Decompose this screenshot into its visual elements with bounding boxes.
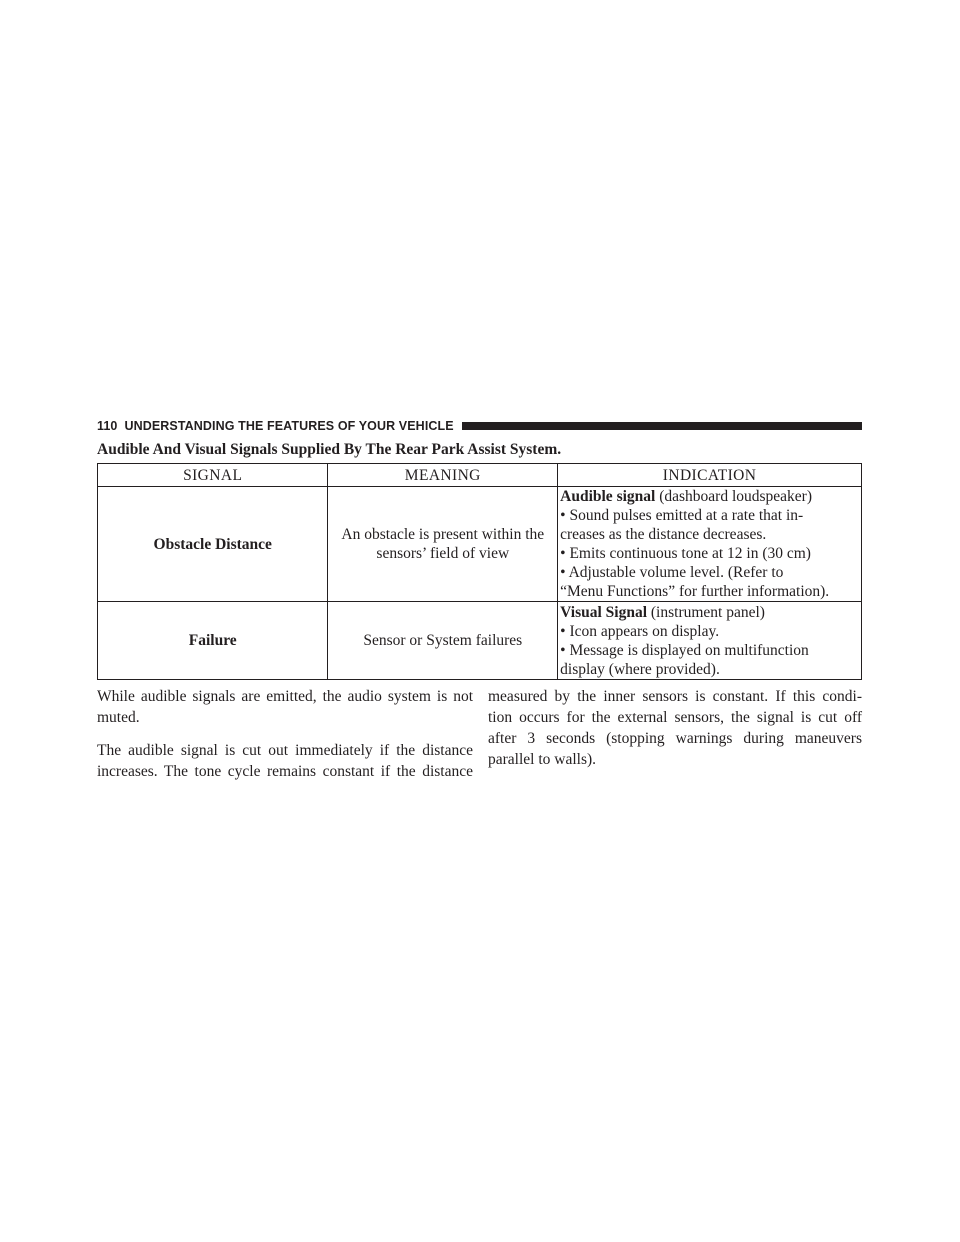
section-title: UNDERSTANDING THE FEATURES OF YOUR VEHICLE xyxy=(124,419,454,433)
signals-table xyxy=(97,463,862,680)
signal-cell: Failure xyxy=(98,602,328,680)
text-line: increases. The tone cycle remains constant if the distance xyxy=(97,763,473,780)
body-column-left xyxy=(97,686,473,794)
body-column-right xyxy=(488,686,862,782)
indication-cell xyxy=(558,487,862,602)
table-row xyxy=(98,487,862,602)
meaning-line: An obstacle is present within the xyxy=(341,526,545,543)
paragraph xyxy=(97,686,473,728)
indication-line: creases as the distance decreases. xyxy=(560,526,767,543)
paragraph xyxy=(97,740,473,782)
text-line: While audible signals are emitted, the audio system is not xyxy=(97,688,473,705)
indication-line: • Emits continuous tone at 12 in (30 cm) xyxy=(560,545,811,562)
table-row xyxy=(98,602,862,680)
meaning-line: Sensor or System failures xyxy=(363,632,523,649)
paragraph xyxy=(488,686,862,770)
indication-line: display (where provided). xyxy=(560,660,720,678)
table-title: Audible And Visual Signals Supplied By The Rear Park Assist System. xyxy=(97,441,562,458)
indication-heading-line xyxy=(560,487,859,506)
text-line: muted. xyxy=(97,709,140,726)
table-header-row xyxy=(98,464,862,487)
indication-heading-note: (instrument panel) xyxy=(647,603,765,621)
header-rule xyxy=(462,422,862,430)
indication-line: • Icon appears on display. xyxy=(560,622,720,640)
meaning-line: sensors’ field of view xyxy=(376,545,510,562)
indication-heading-note: (dashboard loudspeaker) xyxy=(655,488,812,505)
column-header-signal: SIGNAL xyxy=(98,464,328,487)
column-header-indication: INDICATION xyxy=(558,464,862,487)
page-number: 110 xyxy=(97,419,118,433)
indication-line: • Sound pulses emitted at a rate that in- xyxy=(560,507,804,524)
column-header-meaning: MEANING xyxy=(328,464,558,487)
indication-line: • Adjustable volume level. (Refer to xyxy=(560,564,784,581)
page-header xyxy=(97,417,862,435)
indication-line: “Menu Functions” for further information). xyxy=(560,583,830,600)
text-line: measured by the inner sensors is constant. If this condi- xyxy=(488,688,862,705)
signal-cell: Obstacle Distance xyxy=(98,487,328,602)
meaning-cell xyxy=(328,487,558,602)
text-line: parallel to walls). xyxy=(488,751,597,768)
indication-heading: Visual Signal xyxy=(560,603,648,621)
indication-line: • Message is displayed on multifunction xyxy=(560,641,809,659)
text-line: tion occurs for the external sensors, the signal is cut off xyxy=(488,709,862,726)
indication-heading-line xyxy=(560,603,859,622)
text-line: The audible signal is cut out immediately if the distance xyxy=(97,742,473,759)
text-line: after 3 seconds (stopping warnings during maneuvers xyxy=(488,730,862,747)
indication-heading: Audible signal xyxy=(560,488,656,505)
indication-cell xyxy=(558,602,862,680)
meaning-cell xyxy=(328,602,558,680)
